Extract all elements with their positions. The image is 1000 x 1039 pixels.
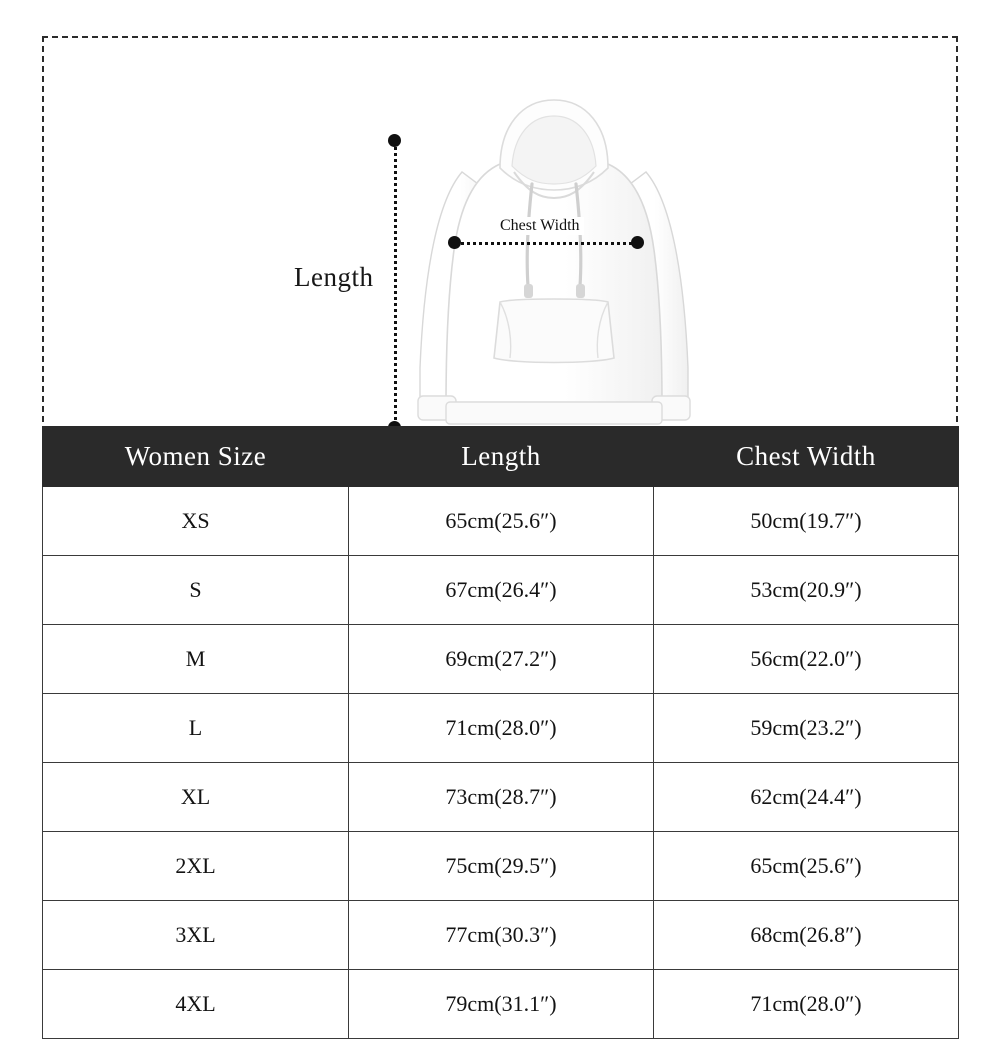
column-header-chest: Chest Width (654, 427, 959, 487)
table-row (43, 694, 959, 763)
cell-length: 67cm(26.4″) (349, 556, 654, 625)
chest-measure-dot-right (631, 236, 644, 249)
table-header-row (43, 427, 959, 487)
cell-length: 75cm(29.5″) (349, 832, 654, 901)
cell-size: 3XL (43, 901, 349, 970)
cell-chest: 65cm(25.6″) (654, 832, 959, 901)
cell-length: 69cm(27.2″) (349, 625, 654, 694)
table-row (43, 763, 959, 832)
cell-length: 79cm(31.1″) (349, 970, 654, 1039)
length-measure-line (388, 134, 402, 434)
cell-chest: 50cm(19.7″) (654, 487, 959, 556)
cell-length: 71cm(28.0″) (349, 694, 654, 763)
column-header-length: Length (349, 427, 654, 487)
length-label: Length (294, 262, 374, 292)
cell-size: 4XL (43, 970, 349, 1039)
chest-width-label: Chest Width (496, 217, 584, 235)
table-row (43, 625, 959, 694)
length-measure-dots (394, 140, 397, 428)
cell-chest: 56cm(22.0″) (654, 625, 959, 694)
cell-size: L (43, 694, 349, 763)
hoodie-icon (404, 80, 704, 440)
cell-length: 65cm(25.6″) (349, 487, 654, 556)
table-row (43, 487, 959, 556)
garment-illustration (44, 38, 956, 426)
table-row (43, 901, 959, 970)
column-header-size: Women Size (43, 427, 349, 487)
table-row (43, 970, 959, 1039)
cell-chest: 59cm(23.2″) (654, 694, 959, 763)
cell-size: XS (43, 487, 349, 556)
cell-chest: 53cm(20.9″) (654, 556, 959, 625)
cell-chest: 62cm(24.4″) (654, 763, 959, 832)
cell-chest: 68cm(26.8″) (654, 901, 959, 970)
table-row (43, 832, 959, 901)
chest-measure-dots (454, 242, 638, 245)
cell-length: 77cm(30.3″) (349, 901, 654, 970)
cell-length: 73cm(28.7″) (349, 763, 654, 832)
table-row (43, 556, 959, 625)
size-table (42, 426, 959, 1039)
cell-chest: 71cm(28.0″) (654, 970, 959, 1039)
cell-size: 2XL (43, 832, 349, 901)
chest-measure-line (448, 236, 644, 250)
cell-size: M (43, 625, 349, 694)
cell-size: S (43, 556, 349, 625)
cell-size: XL (43, 763, 349, 832)
